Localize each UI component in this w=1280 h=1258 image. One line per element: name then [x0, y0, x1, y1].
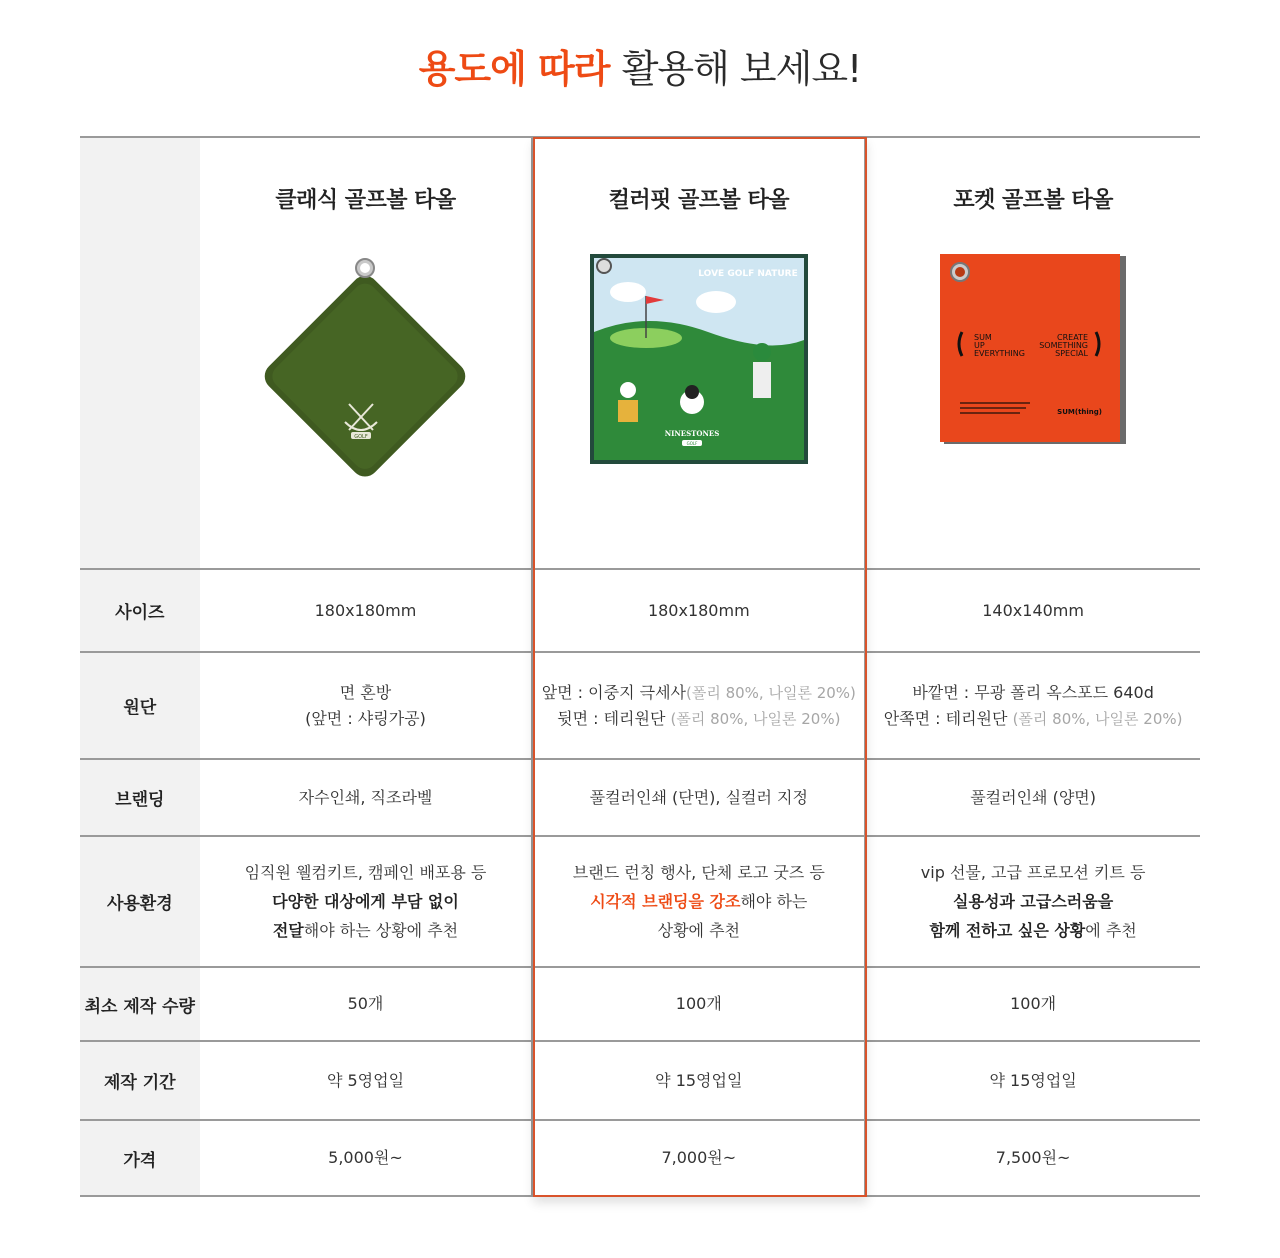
fabric-line: 면 혼방 [339, 682, 392, 702]
fabric-value [866, 653, 1200, 758]
pocket-pouch-image [938, 252, 1128, 456]
size-value: 140x140mm [982, 600, 1084, 620]
towel-top-text: LOVE GOLF NATURE [698, 269, 798, 279]
branding-value: 자수인쇄, 직조라벨 [298, 787, 433, 807]
towel-sub: GOLF [686, 441, 698, 446]
price-row [80, 1121, 1200, 1197]
min-qty-value: 100개 [675, 994, 722, 1013]
product-classic [200, 138, 532, 568]
fabric-value [533, 653, 864, 758]
product-name: 클래식 골프볼 타올 [275, 188, 456, 213]
fabric-line: (앞면 : 샤링가공) [305, 708, 426, 728]
row-label-fabric: 원단 [80, 653, 200, 758]
branding-value: 풀컬러인쇄 (단면), 실컬러 지정 [589, 787, 808, 807]
row-label-price: 가격 [80, 1121, 200, 1195]
env-value: 임직원 웰컴키트, 캠페인 배포용 등 다양한 대상에게 부담 없이 전달해야 하는 상황에 추천 [244, 863, 487, 940]
env-value: 브랜드 런칭 행사, 단체 로고 굿즈 등 시각적 브랜딩을 강조해야 하는 상황에 추천 [572, 863, 825, 940]
env-value: vip 선물, 고급 프로모션 키트 등 실용성과 고급스러움을 함께 전하고 싶은 상황에 추천 [920, 863, 1146, 940]
branding-value: 풀컬러인쇄 (양면) [970, 787, 1096, 807]
title-rest: 활용해 보세요! [621, 47, 862, 91]
min-qty-row [80, 968, 1200, 1042]
row-label-branding: 브랜딩 [80, 760, 200, 835]
branding-row [80, 760, 1200, 837]
pouch-right-1: CREATE [1057, 333, 1089, 342]
fabric-row [80, 653, 1200, 760]
classic-towel-image [245, 252, 485, 500]
product-colorfit [533, 138, 864, 568]
size-value: 180x180mm [647, 600, 750, 620]
title-accent: 용도에 따라 [418, 47, 610, 91]
fabric-note: (폴리 80%, 나일론 20%) [685, 683, 856, 702]
period-value: 약 5영업일 [326, 1070, 405, 1090]
fabric-value [200, 653, 532, 758]
row-label-period: 제작 기간 [80, 1042, 200, 1119]
fabric-note: (폴리 80%, 나일론 20%) [670, 709, 841, 728]
label-empty [80, 138, 200, 568]
size-row [80, 570, 1200, 653]
product-name: 포켓 골프볼 타올 [953, 188, 1113, 213]
size-value: 180x180mm [314, 600, 417, 620]
fabric-line: 안쪽면 : 테리원단 (폴리 80%, 나일론 20%) [883, 708, 1183, 728]
product-pocket [866, 138, 1200, 568]
fabric-line: 앞면 : 이중지 극세사(폴리 80%, 나일론 20%) [541, 682, 856, 702]
pouch-left-2: UP [974, 341, 985, 350]
fabric-note: (폴리 80%, 나일론 20%) [1012, 709, 1183, 728]
period-value: 약 15영업일 [655, 1070, 743, 1090]
pouch-right-3: SPECIAL [1055, 349, 1089, 358]
min-qty-value: 100개 [1010, 994, 1057, 1013]
price-value: 5,000원~ [328, 1148, 403, 1167]
pouch-left-3: EVERYTHING [974, 349, 1026, 358]
period-value: 약 15영업일 [989, 1070, 1077, 1090]
pouch-brand: SUM(thing) [1057, 408, 1103, 416]
product-name: 컬러핏 골프볼 타올 [608, 188, 789, 213]
page-title [0, 44, 1280, 94]
towel-brand: NINESTONES [664, 429, 720, 438]
row-label-size: 사이즈 [80, 570, 200, 651]
price-value: 7,000원~ [661, 1148, 737, 1167]
pouch-left-1: SUM [974, 333, 992, 342]
fabric-line: 뒷면 : 테리원단 (폴리 80%, 나일론 20%) [557, 708, 841, 728]
product-header-row [80, 138, 1200, 570]
colorfit-towel-image [588, 252, 810, 474]
period-row [80, 1042, 1200, 1121]
pouch-right-2: SOMETHING [1039, 341, 1089, 350]
row-label-min-qty: 최소 제작 수량 [80, 968, 200, 1040]
price-value: 7,500원~ [995, 1148, 1071, 1167]
classic-logo-text: GOLF [354, 434, 369, 440]
row-label-env: 사용환경 [80, 837, 200, 966]
fabric-line: 바깥면 : 무광 폴리 옥스포드 640d [912, 682, 1154, 702]
env-row [80, 837, 1200, 968]
min-qty-value: 50개 [347, 994, 384, 1013]
comparison-table [80, 136, 1200, 1197]
